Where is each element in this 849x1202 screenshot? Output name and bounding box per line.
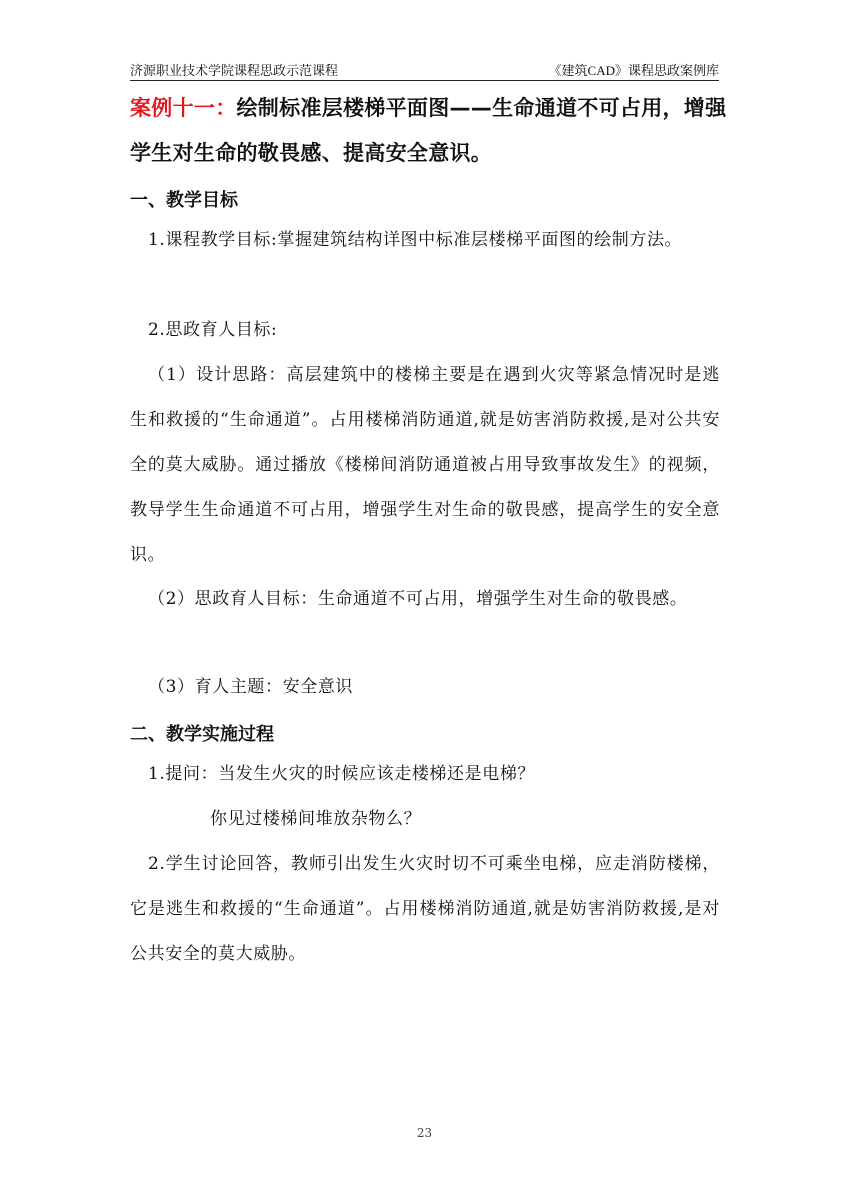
header-course: 《建筑CAD》课程思政案例库 <box>548 63 719 78</box>
page-header <box>130 58 719 81</box>
case-label: 案例十一： <box>130 96 237 120</box>
paragraph-design-idea: （1）设计思路：高层建筑中的楼梯主要是在遇到火灾等紧急情况时是逃生和救援的“生命通道”。占用楼梯消防通道,就是妨害消防救援,是对公共安全的莫大威胁。通过播放《楼梯间消防通道被占用导致事故发生》的视频，教导学生生命通道不可占用，增强学生对生命的敬畏感，提高学生的安全意识。 <box>130 365 720 565</box>
paragraph-discussion: 2.学生讨论回答，教师引出发生火灾时切不可乘坐电梯，应走消防楼梯，它是逃生和救援的“生命通道”。占用楼梯消防通道,就是妨害消防救援,是对公共安全的莫大威胁。 <box>130 854 720 964</box>
section-heading-process: 二、教学实施过程 <box>130 724 274 745</box>
section-heading-goals: 一、教学目标 <box>130 190 238 211</box>
case-title <box>130 86 730 176</box>
case-title-text: 绘制标准层楼梯平面图——生命通道不可占用，增强学生对生命的敬畏感、提高安全意识。 <box>130 96 727 165</box>
paragraph-subquestion: 你见过楼梯间堆放杂物么？ <box>210 809 422 829</box>
page-number: 23 <box>416 1126 433 1140</box>
paragraph-ideology-target: （2）思政育人目标：生命通道不可占用，增强学生对生命的敬畏感。 <box>148 589 688 609</box>
paragraph-question: 1.提问：当发生火灾的时候应该走楼梯还是电梯？ <box>148 764 536 784</box>
paragraph-ideology-goal: 2.思政育人目标: <box>148 320 278 340</box>
paragraph-course-goal: 1.课程教学目标:掌握建筑结构详图中标准层楼梯平面图的绘制方法。 <box>148 230 683 250</box>
paragraph-theme: （3）育人主题：安全意识 <box>148 677 354 697</box>
header-institution: 济源职业技术学院课程思政示范课程 <box>130 63 339 78</box>
